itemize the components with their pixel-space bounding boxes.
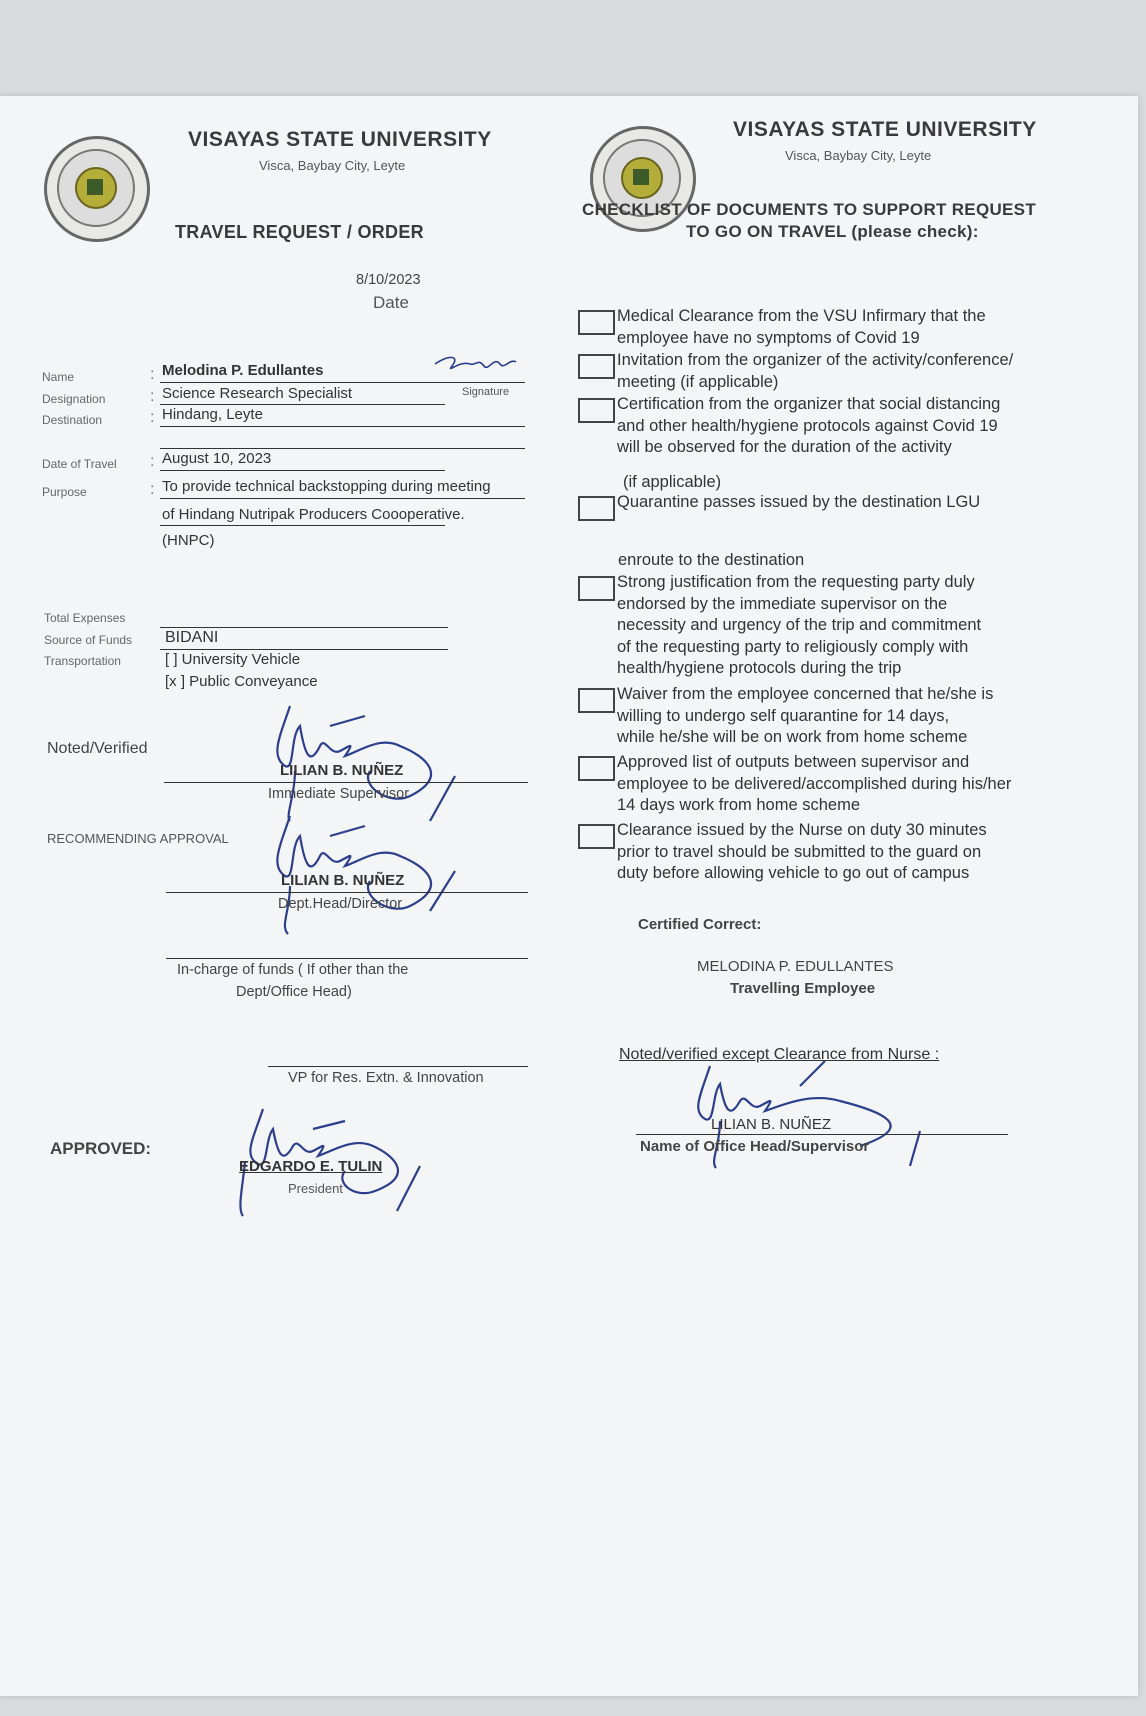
checkbox-strong-justification[interactable] — [578, 576, 615, 601]
noted-verified-label: Noted/Verified — [47, 740, 148, 757]
checklist-item-medical-clearance: Medical Clearance from the VSU Infirmary that the employee have no symptoms of Covid 19 — [617, 307, 986, 347]
total-expenses-label: Total Expenses — [44, 611, 126, 625]
transport-option-university-vehicle: [ ] University Vehicle — [165, 651, 301, 668]
checkbox-quarantine-passes[interactable] — [578, 496, 615, 521]
checkbox-waiver[interactable] — [578, 688, 615, 713]
checklist-item-quarantine-passes: Quarantine passes issued by the destination LGU — [617, 493, 981, 511]
incharge-funds-line-1: In-charge of funds ( If other than the — [177, 962, 409, 978]
checkbox-approved-outputs[interactable] — [578, 756, 615, 781]
signature-label: Signature — [462, 386, 510, 398]
dept-head-signature-icon — [250, 806, 480, 936]
checklist-item-waiver: Waiver from the employee concerned that he/she is willing to undergo self quarantine for 14 days, while he/she will be on work from home scheme — [617, 685, 994, 746]
destination-label: Destination — [42, 413, 103, 427]
checklist-item-nurse-clearance: Clearance issued by the Nurse on duty 30 minutes prior to travel should be submitted to the guard on duty before allowing vehicle to go out of campus — [617, 821, 987, 882]
left-university-location: Visca, Baybay City, Leyte — [259, 158, 406, 173]
approved-label: APPROVED: — [50, 1139, 152, 1158]
source-of-funds-label: Source of Funds — [44, 633, 133, 647]
checkbox-medical-clearance[interactable] — [578, 310, 615, 335]
purpose-line-2: of Hindang Nutripak Producers Coooperative. — [162, 506, 465, 523]
name-label: Name — [42, 370, 75, 384]
left-university-name: VISAYAS STATE UNIVERSITY — [188, 128, 492, 151]
date-of-travel-label: Date of Travel — [42, 457, 117, 471]
certified-correct-label: Certified Correct: — [638, 916, 762, 933]
approved-signatory-name: EDGARDO E. TULIN — [239, 1158, 383, 1175]
checklist-title-line-2: TO GO ON TRAVEL (please check): — [686, 222, 979, 241]
document-page: VISAYAS STATE UNIVERSITY Visca, Baybay City, Leyte TRAVEL REQUEST / ORDER 8/10/2023 Date Name : Melodina P. Edullantes Signature Designation : Science Research Specialist Destination : Hindang, Leyte Date of Travel : August 10, 2023 Purpose : To provide technical backstopping during meeting of Hindang Nutripak Producers Coooperative. (HNPC) Total Expenses Source of Funds BIDANI Transportation [ ] University Vehicle [x ] Public Conveyance Noted/Verified LILIAN B. NUÑEZ Immediate Supervisor RECOMMENDING APPROVAL LILIAN B. NUÑEZ Dept.Head/Director In-charge of funds ( If other than the Dept/Office Head) VP for Res. Extn. & Innovation APPROVED: EDGARDO E. TULIN President VISAYAS STATE UNIVERSITY Visca, Baybay City, Leyte CHECKLIST OF DOCUMENTS TO SUPPORT REQUEST TO GO ON TRAVEL (please check): Medical Clearance from the VSU Infirmary that the employee have no symptoms of Covid 19 Invitation from the organizer of the activity/conference/ meeting (if applicable) Certification from the organizer that social distancing and other health/hygiene protocols against Covid 19 will be observed for the duration of the activity (if applicable) Quarantine passes issued by the destination LGU enroute to the destination Strong justification from the requesting party duly endorsed by the immediate supervisor on the necessity and urgency of the trip and commitment of the requesting party to religiously comply with health/hygiene protocols during the trip Waiver from the employee concerned that he/she is willing to undergo self quarantine for 14 days, while he/she will be on work from home scheme Approved list of outputs between supervisor and employee to be delivered/accomplished during his/her 14 days work from home scheme Clearance issued by the Nurse on duty 30 minutes prior to travel should be submitted to the guard on duty before allowing vehicle to go out of campus Certified Correct: MELODINA P. EDULLANTES Travelling Employee Noted/verified except Clearance from Nurse : LILIAN B. NUÑEZ Name of Office Head/Supervisor — [0, 96, 1138, 1696]
travel-request-title: TRAVEL REQUEST / ORDER — [175, 222, 424, 242]
checkbox-invitation[interactable] — [578, 354, 615, 379]
designation-value: Science Research Specialist — [162, 385, 353, 402]
enroute-note: enroute to the destination — [618, 551, 805, 569]
checkbox-nurse-clearance[interactable] — [578, 824, 615, 849]
transport-option-public-conveyance: [x ] Public Conveyance — [165, 673, 318, 690]
purpose-line-1: To provide technical backstopping during meeting — [162, 478, 491, 495]
checklist-item-invitation: Invitation from the organizer of the activity/conference/ meeting (if applicable) — [617, 351, 1014, 391]
approved-signatory-role: President — [288, 1181, 343, 1196]
purpose-label: Purpose — [42, 485, 87, 499]
travelling-employee-role: Travelling Employee — [730, 980, 876, 997]
university-seal-icon — [44, 136, 150, 242]
vp-label: VP for Res. Extn. & Innovation — [288, 1070, 484, 1086]
date-label: Date — [373, 293, 409, 312]
purpose-line-3: (HNPC) — [162, 532, 215, 549]
transportation-label: Transportation — [44, 654, 121, 668]
date-value: 8/10/2023 — [356, 272, 421, 288]
checklist-item-strong-justification: Strong justification from the requesting party duly endorsed by the immediate supervisor on the necessity and urgency of the trip and commitment of the requesting party to religiously comply with health/hygiene protocols during the trip — [617, 573, 982, 677]
noted-signatory-name: LILIAN B. NUÑEZ — [280, 762, 404, 779]
employee-signature-icon — [430, 352, 520, 382]
checkbox-certification[interactable] — [578, 398, 615, 423]
date-of-travel-value: August 10, 2023 — [162, 450, 272, 467]
recommending-signatory-role: Dept.Head/Director — [278, 896, 403, 912]
checklist-item-certification: Certification from the organizer that social distancing and other health/hygiene protocols against Covid 19 will be observed for the duration of the activity — [617, 395, 1001, 456]
incharge-funds-line-2: Dept/Office Head) — [236, 984, 352, 1000]
noted-except-nurse-label: Noted/verified except Clearance from Nurse : — [619, 1046, 940, 1063]
designation-label: Designation — [42, 392, 106, 406]
if-applicable-note: (if applicable) — [623, 473, 722, 491]
checklist-title-line-1: CHECKLIST OF DOCUMENTS TO SUPPORT REQUEST — [582, 200, 1037, 219]
office-head-role: Name of Office Head/Supervisor — [640, 1138, 870, 1155]
checklist-item-approved-outputs: Approved list of outputs between supervisor and employee to be delivered/accomplished during his/her 14 days work from home scheme — [617, 753, 1012, 814]
recommending-signatory-name: LILIAN B. NUÑEZ — [281, 872, 405, 889]
right-university-location: Visca, Baybay City, Leyte — [785, 148, 932, 163]
travelling-employee-name: MELODINA P. EDULLANTES — [697, 958, 894, 975]
destination-value: Hindang, Leyte — [162, 406, 263, 423]
recommending-approval-label: RECOMMENDING APPROVAL — [47, 831, 229, 846]
source-of-funds-value: BIDANI — [165, 629, 219, 646]
office-head-name: LILIAN B. NUÑEZ — [711, 1116, 832, 1133]
name-value: Melodina P. Edullantes — [162, 362, 324, 379]
right-university-name: VISAYAS STATE UNIVERSITY — [733, 118, 1037, 141]
noted-signatory-role: Immediate Supervisor — [268, 786, 410, 802]
